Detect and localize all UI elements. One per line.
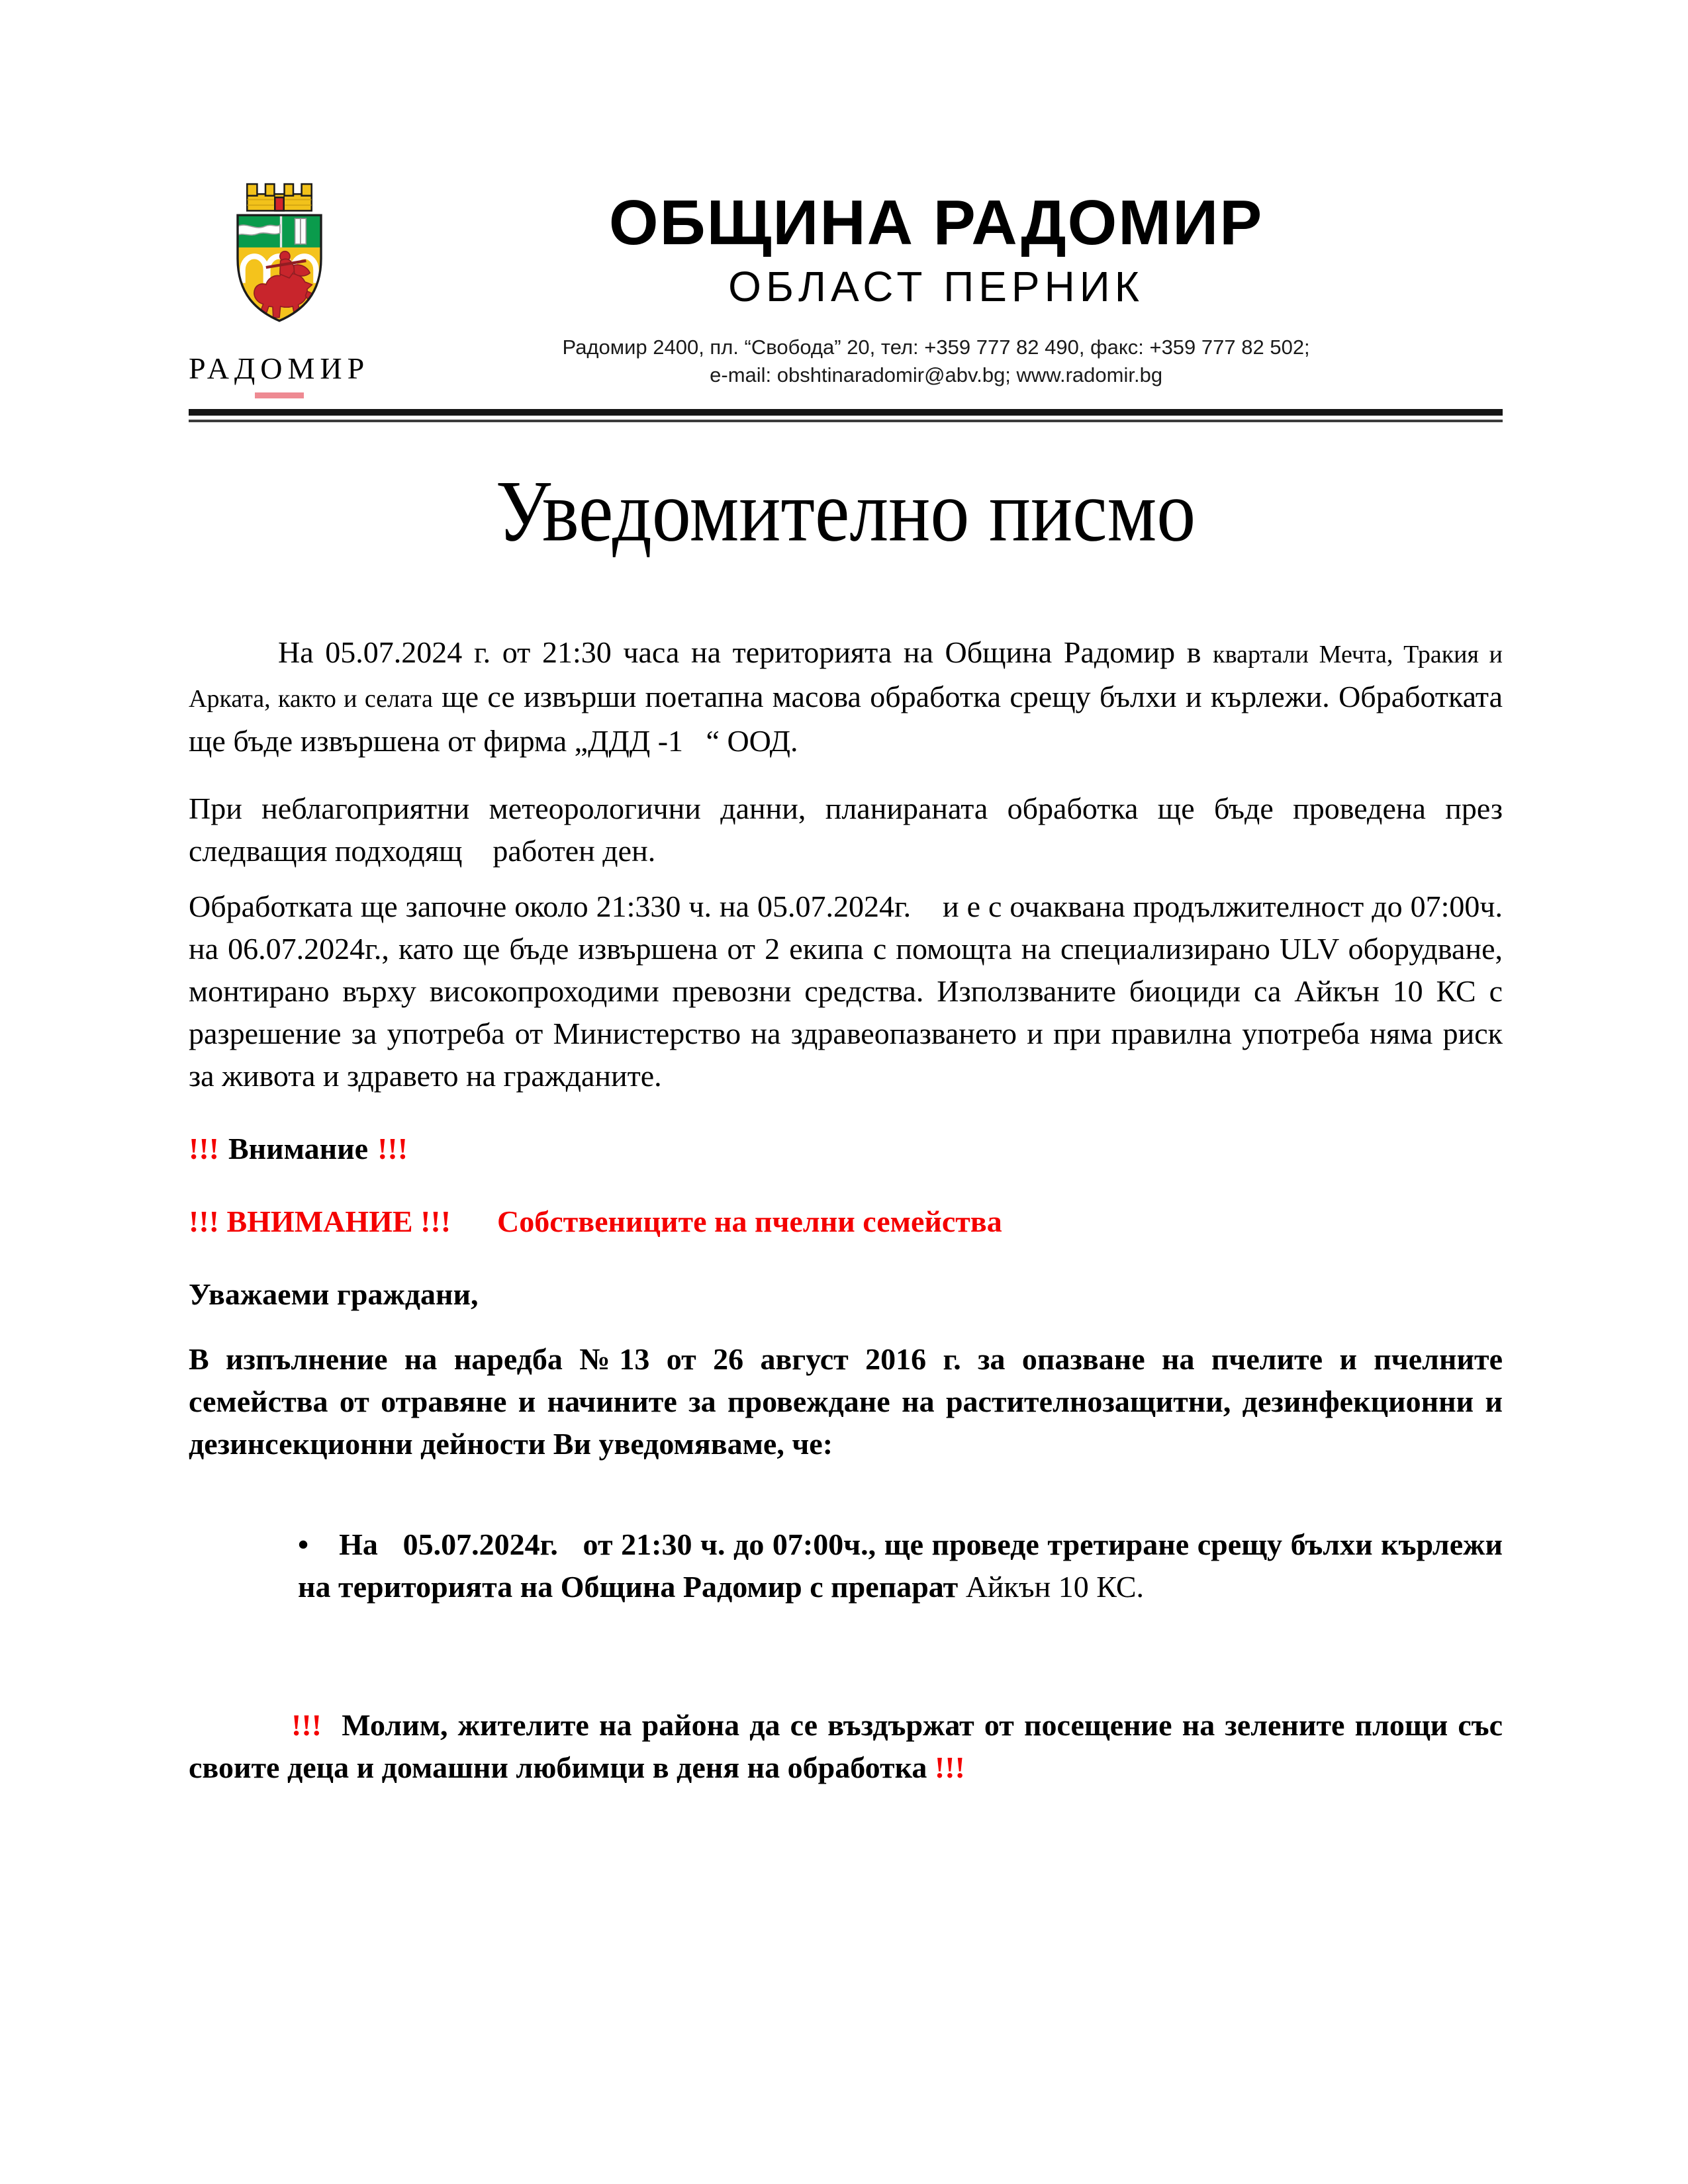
attention1-exclamation-left: !!!: [189, 1131, 219, 1165]
final-exclamation-left: !!!: [291, 1707, 322, 1742]
bullet-item-treatment: [189, 1524, 1511, 1608]
paragraph-final-warning: [189, 1704, 1511, 1789]
greeting-line: Уважаеми граждани,: [189, 1277, 479, 1311]
separator-thick-line: [189, 409, 1503, 416]
attention1-word: Внимание: [228, 1131, 369, 1165]
letter-body: [189, 631, 1511, 1789]
attention2-warning: !!! ВНИМАНИЕ !!!: [189, 1204, 451, 1238]
coat-of-arms-icon: [211, 177, 348, 344]
attention-line-2: [189, 1201, 1503, 1243]
p1-segment-1: На 05.07.2024 г. от 21:30 часа на територията на Община Радомир в: [278, 635, 1213, 669]
separator-thin-line: [189, 420, 1503, 422]
org-header-text: [369, 177, 1503, 389]
bullet-icon: •: [298, 1527, 309, 1561]
org-address-line: Радомир 2400, пл. “Свобода” 20, тел: +359 777 82 490, факс: +359 777 82 502;: [562, 335, 1310, 359]
document-title: Уведомително писмо: [495, 462, 1196, 560]
bullet-regular-text: Айкън 10 КС.: [965, 1569, 1144, 1604]
paragraph-regulation: В изпълнение на наредба №13 от 26 август 2016 г. за опазване на пчелите и пчелните семейства от отравяне и начините за провеждане на растителнозащитни, дезинфекционни и дезинсекционни дейности Ви уведомяваме, че:: [189, 1342, 1511, 1461]
letterhead: [189, 177, 1503, 398]
header-separator: [189, 409, 1503, 422]
logo-caption: РАДОМИР: [189, 351, 370, 385]
p1-segment-3: ще се извърши поетапна масова обработка срещу бълхи и кърлежи. Обработката ще бъде извършена от фирма „ДДД -1 “ ООД.: [189, 679, 1511, 758]
logo-underline-decoration: [255, 392, 304, 398]
municipality-logo: [189, 177, 369, 398]
attention1-exclamation-right: !!!: [377, 1131, 408, 1165]
paragraph-weather-note: При неблагоприятни метеорологични данни, планираната обработка ще бъде проведена през следващия подходящ работен ден.: [189, 791, 1511, 868]
paragraph-treatment-details: Обработката ще започне около 21:330 ч. на 05.07.2024г. и е с очаквана продължителност до 07:00ч. на 06.07.2024г., като ще бъде извършена от 2 екипа с помощта на специализирано ULV оборудване, монтирано върху високопроходими превозни средства. Използваните биоциди са Айкън 10 КС с разрешение за употреба от Министерство на здравеопазването и при правилна употреба няма риск за живота и здравето на гражданите.: [189, 889, 1511, 1093]
org-contact-line: e-mail: obshtinaradomir@abv.bg; www.radomir.bg: [710, 363, 1163, 387]
attention2-subject: Собствениците на пчелни семейства: [497, 1204, 1002, 1238]
paragraph-schedule-intro: [189, 631, 1511, 762]
org-region: ОБЛАСТ ПЕРНИК: [728, 262, 1145, 310]
org-name: ОБЩИНА РАДОМИР: [608, 187, 1264, 258]
final-exclamation-right: !!!: [934, 1750, 965, 1784]
bullet-bold-text: На 05.07.2024г. от 21:30 ч. до 07:00ч., ще проведе третиране срещу бълхи кърлежи на територията на Община Радомир с препарат: [298, 1527, 1511, 1604]
p1-segment-neighbourhoods: квартали Мечта, Тракия и Арката, както и селата: [189, 640, 1509, 713]
attention-line-1: [189, 1128, 1503, 1170]
final-warning-text: Молим, жителите на района да се въздържат от посещение на зелените площи със своите деца и домашни любимци в деня на обработка: [189, 1707, 1511, 1784]
